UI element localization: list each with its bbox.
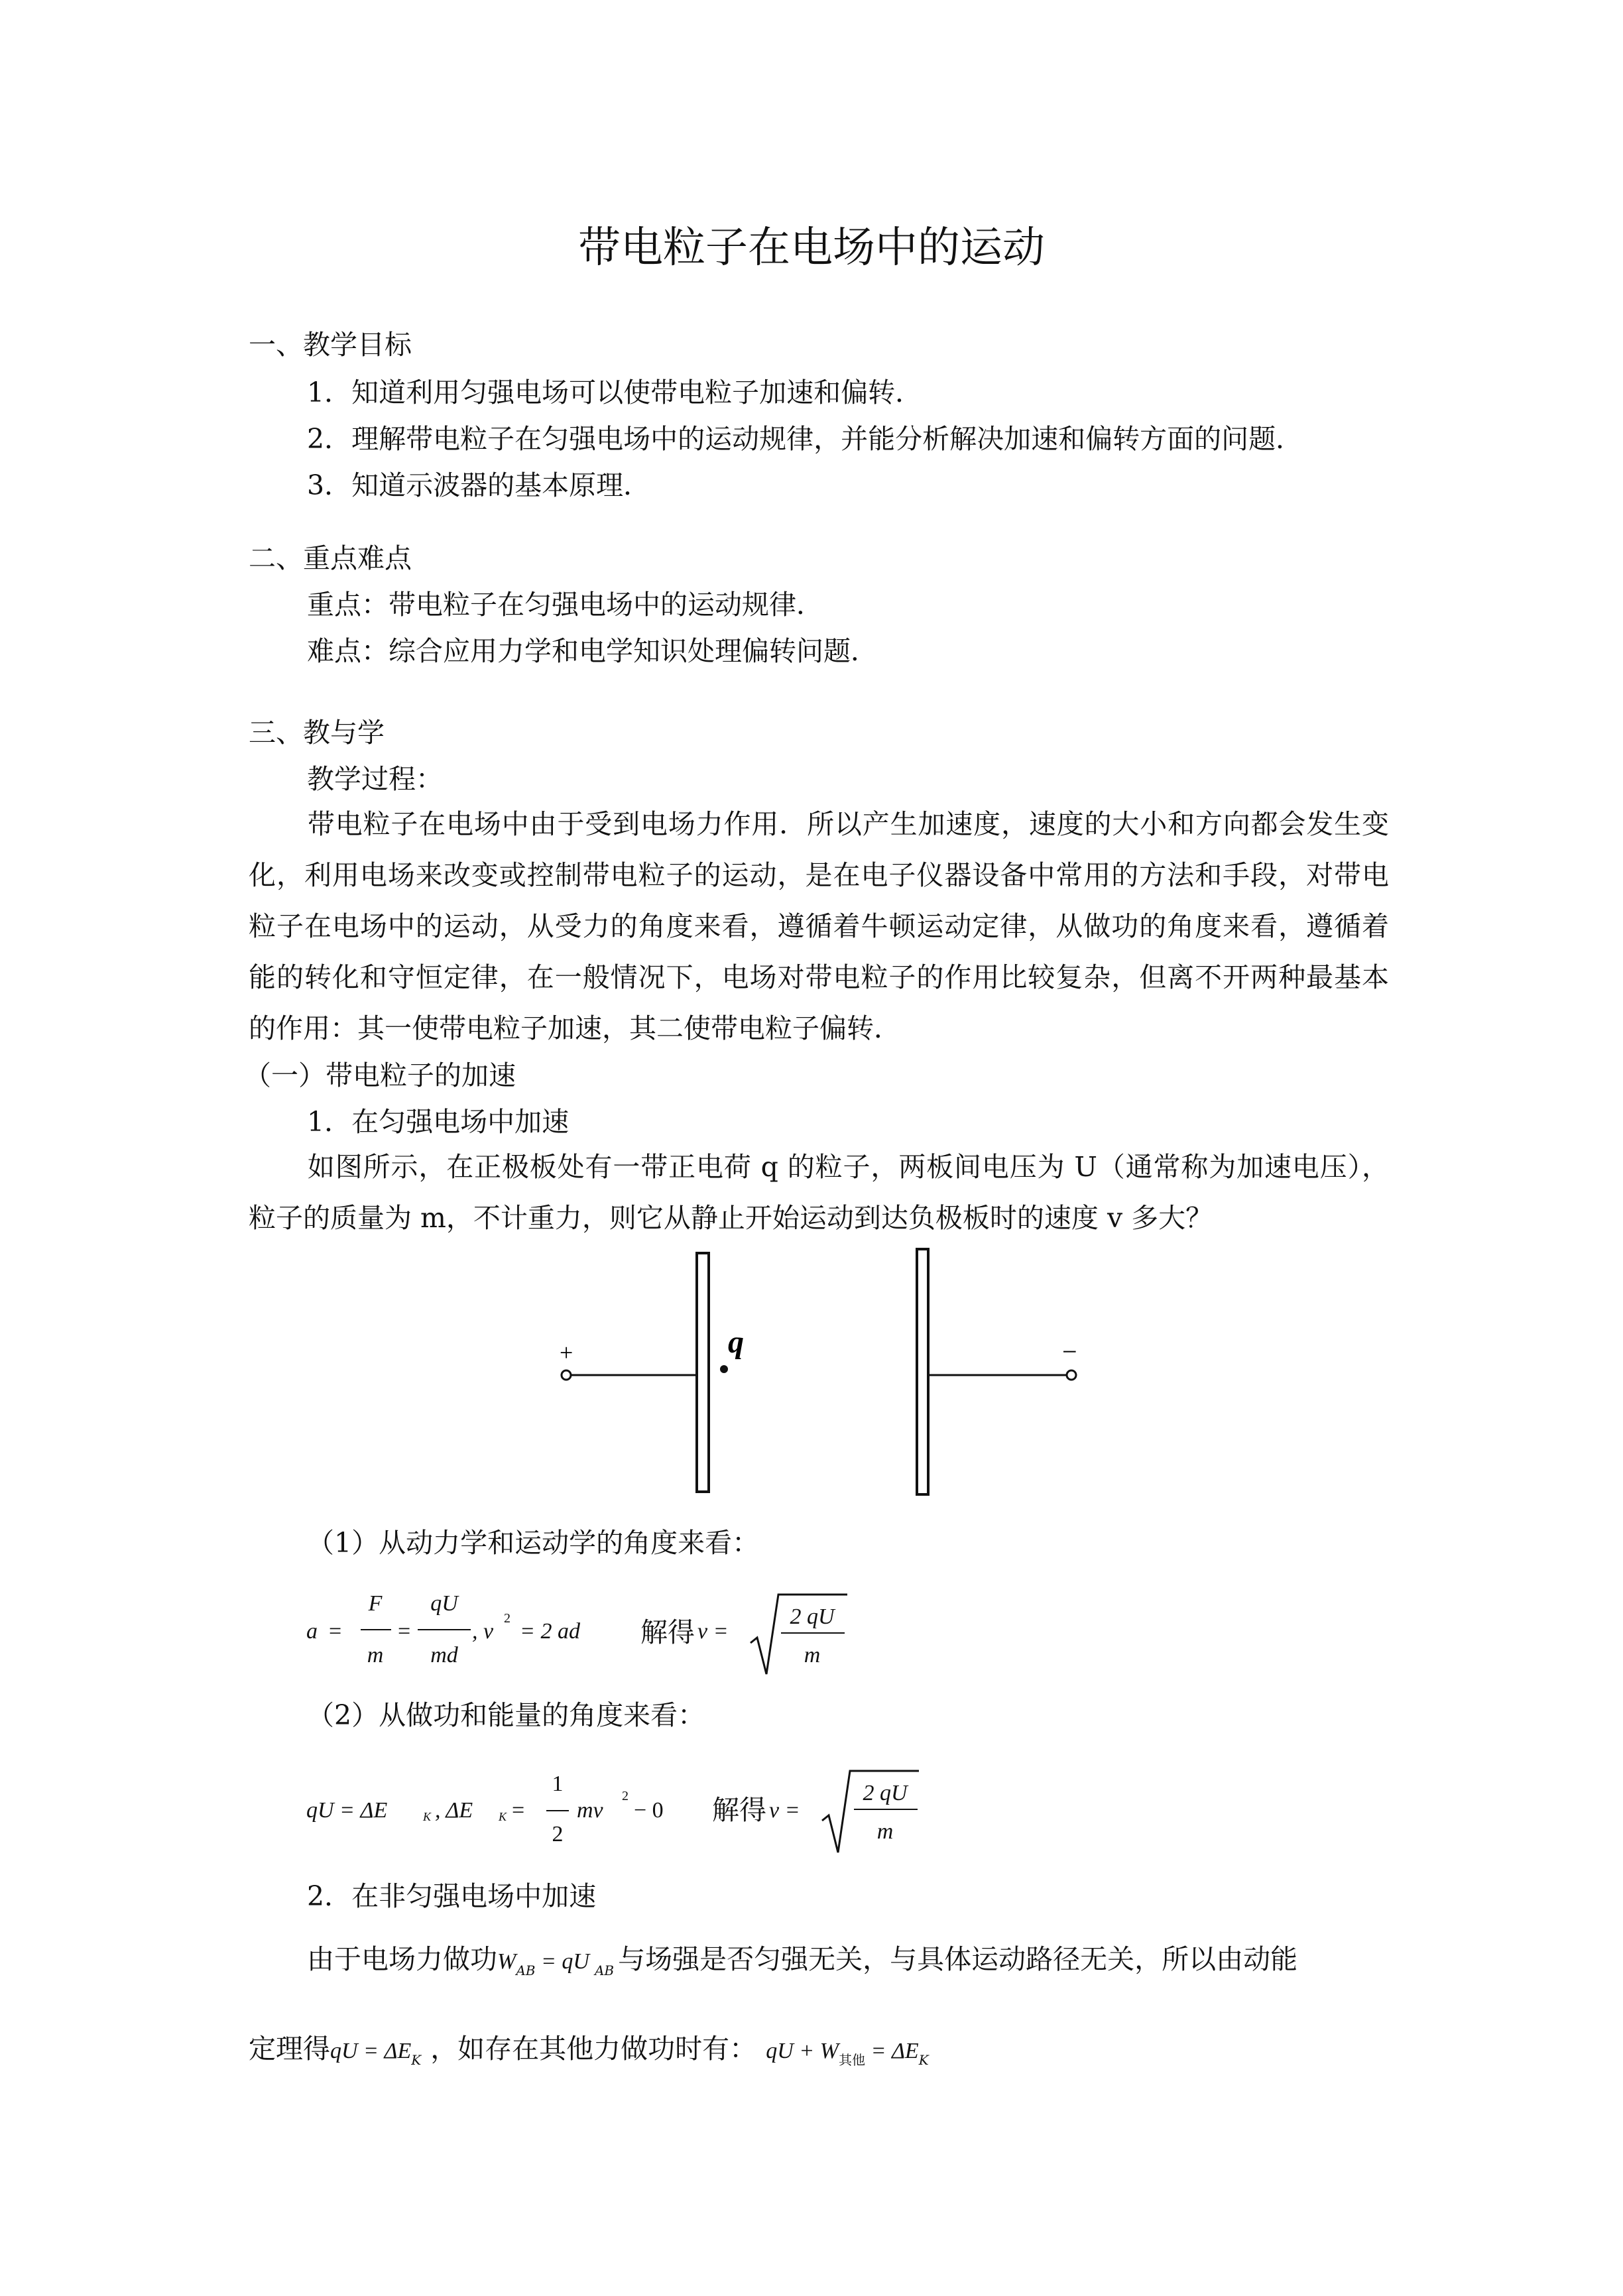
positive-terminal (562, 1370, 571, 1380)
eq2-square: 2 (622, 1789, 629, 1803)
eq2-mv: mv (577, 1798, 603, 1823)
energy-view-label: （2）从做功和能量的角度来看： (307, 1699, 705, 1731)
eq2-k-sub: K (423, 1810, 432, 1823)
eq1-m: m (367, 1643, 384, 1667)
negative-plate (917, 1249, 928, 1494)
eq2-solve-label: 解得 (712, 1794, 766, 1826)
theorem-eq-3: = ΔE (865, 2039, 919, 2063)
charged-particle (720, 1365, 728, 1373)
negative-terminal (1067, 1370, 1076, 1380)
eq1-denominator: m (804, 1643, 821, 1667)
eq1-solve-label: 解得 (640, 1616, 695, 1648)
eq1-fraction-bar-2 (418, 1629, 471, 1630)
eq2-denominator: m (876, 1819, 894, 1844)
sub-k-2: K (918, 2052, 929, 2068)
eq1-v-equals: v = (697, 1619, 729, 1644)
eq2-k-sub-2: K (499, 1810, 507, 1823)
eq1-equals-2: = (398, 1619, 411, 1644)
objective-item: 2．理解带电粒子在匀强电场中的运动规律，并能分析解决加速和偏转方面的问题． (307, 423, 1303, 455)
section-heading-key-points: 二、重点难点 (249, 542, 412, 574)
nonuniform-line (307, 1939, 1297, 1990)
eq1-fraction-bar (361, 1629, 391, 1630)
sub-ab-2: AB (594, 1963, 615, 1978)
eq1-md: md (430, 1643, 458, 1667)
eq1-2ad: = 2 ad (520, 1619, 580, 1644)
eq1-square: 2 (504, 1611, 511, 1626)
eq1-sqrt-bar (781, 1632, 845, 1634)
eq2-two: 2 (552, 1822, 564, 1846)
subsection-heading-acceleration: （一）带电粒子的加速 (244, 1059, 516, 1091)
eq2-one: 1 (552, 1772, 564, 1796)
section-heading-objectives: 一、教学目标 (249, 329, 412, 361)
nonuniform-field-heading: 2．在非匀强电场中加速 (307, 1880, 597, 1912)
nonuniform-text-a: 由于电场力做功 (307, 1943, 497, 1975)
eq2-sqrt-bar (854, 1809, 918, 1810)
theorem-eq: qU = ΔE (330, 2039, 412, 2063)
minus-sign: − (1062, 1337, 1077, 1366)
eq2-mid: , ΔE (435, 1798, 473, 1823)
theorem-line (249, 2029, 929, 2080)
eq2-lhs: qU = ΔE (306, 1798, 388, 1823)
plus-sign: + (560, 1339, 573, 1366)
work-eq-qu: = qU (535, 1949, 589, 1974)
problem-text: 如图所示，在正极板处有一带正电荷 q 的粒子，两板间电压为 U（通常称为加速电压），粒子的质量为 m，不计重力，则它从静止开始运动到达负极板时的速度 v 多大？ (249, 1151, 1389, 1234)
objective-item: 3．知道示波器的基本原理． (307, 469, 651, 501)
uniform-field-heading: 1．在匀强电场中加速 (307, 1106, 570, 1138)
page-title: 带电粒子在电场中的运动 (578, 223, 1045, 272)
section-heading-teaching: 三、教与学 (249, 717, 385, 749)
eq1-qU: qU (430, 1591, 458, 1616)
sub-ab: AB (516, 1963, 536, 1978)
teaching-process-label: 教学过程： (307, 763, 443, 795)
difficult-point: 难点：综合应用力学和电学知识处理偏转问题． (307, 635, 878, 667)
positive-plate (697, 1253, 709, 1492)
eq2-equals: = (512, 1798, 525, 1823)
eq2-fraction-bar (546, 1810, 569, 1811)
sub-k: K (411, 2052, 422, 2068)
eq2-minus-zero: − 0 (634, 1798, 664, 1823)
dynamics-view-label: （1）从动力学和运动学的角度来看： (307, 1527, 760, 1559)
key-point: 重点：带电粒子在匀强电场中的运动规律． (307, 589, 823, 621)
eq1-numerator: 2 qU (790, 1604, 835, 1629)
sub-other: 其他 (839, 2052, 866, 2068)
eq1-a: a (306, 1619, 318, 1644)
nonuniform-text-b: 与场强是否匀强无关，与具体运动路径无关，所以由动能 (618, 1943, 1298, 1975)
charge-label: q (728, 1325, 744, 1360)
work-w: W (497, 1949, 516, 1974)
objective-item: 1．知道利用匀强电场可以使带电粒子加速和偏转． (307, 377, 923, 408)
problem-paragraph (249, 1142, 1389, 1244)
intro-text: 带电粒子在电场中由于受到电场力作用．所以产生加速度，速度的大小和方向都会发生变化，利用电场来改变或控制带电粒子的运动，是在电子仪器设备中常用的方法和手段，对带电粒子在电场中的运动，从受力的角度来看，遵循着牛顿运动定律，从做功的角度来看，遵循着能的转化和守恒定律，在一般情况下，电场对带电粒子的作用比较复杂，但离不开两种最基本的作用：其一使带电粒子加速，其二使带电粒子偏转． (249, 808, 1389, 1044)
theorem-text-a: 定理得 (249, 2033, 330, 2065)
eq1-equals: = (329, 1619, 342, 1644)
eq1-v: , v (472, 1619, 494, 1644)
theorem-eq-2: qU + W (766, 2039, 839, 2063)
eq2-v-equals: v = (769, 1798, 800, 1823)
theorem-text-b: ，如存在其他力做功时有： (430, 2033, 757, 2065)
intro-paragraph (249, 799, 1389, 1054)
eq2-numerator: 2 qU (863, 1781, 908, 1805)
capacitor-diagram (544, 1240, 1087, 1505)
eq1-F: F (368, 1591, 383, 1616)
